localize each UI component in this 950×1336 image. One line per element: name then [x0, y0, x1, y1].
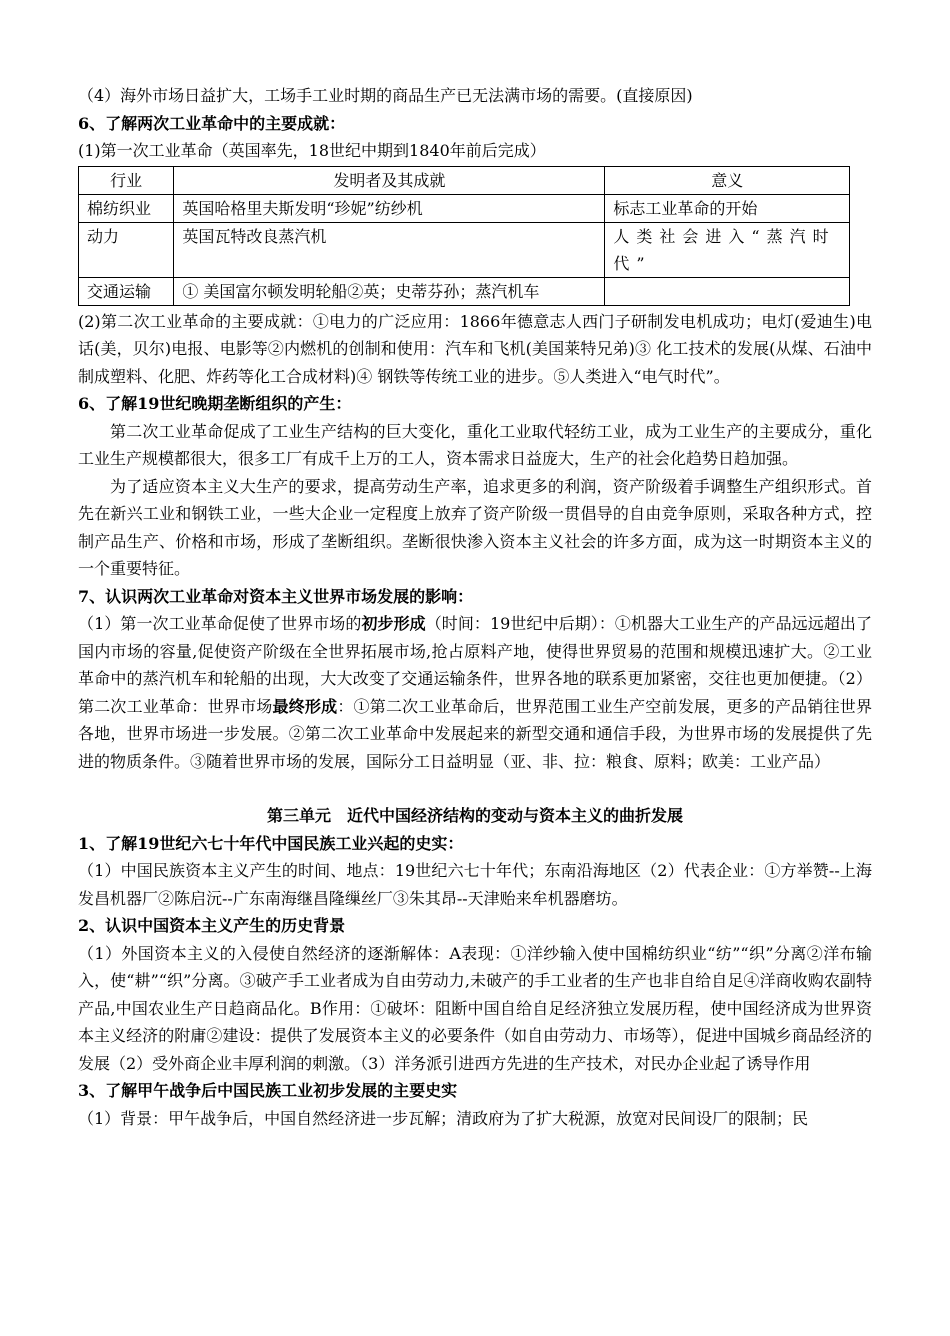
- table-cell: 人类社会进入“蒸汽时代”: [605, 222, 850, 277]
- table-header-cell: 意义: [605, 166, 850, 194]
- inventions-table: [78, 166, 850, 306]
- table-row: [79, 277, 850, 305]
- document-page: [78, 82, 872, 1132]
- paragraph: [78, 610, 872, 775]
- paragraph: （1）中国民族资本主义产生的时间、地点：19世纪六七十年代；东南沿海地区（2）代表企业：①方举赞--上海发昌机器厂②陈启沅--广东南海继昌隆缫丝厂③朱其昂--天津贻来牟机器磨坊。: [78, 861, 872, 908]
- paragraph: 为了适应资本主义大生产的要求，提高劳动生产率，追求更多的利润，资产阶级着手调整生产组织形式。首先在新兴工业和钢铁工业，一些大企业一定程度上放弃了资产阶级一贯倡导的自由竞争原则，采取各种方式，控制产品生产、价格和市场，形成了垄断组织。垄断很快渗入资本主义社会的许多方面，成为这一时期资本主义的一个重要特征。: [78, 476, 872, 578]
- table-cell: ① 美国富尔顿发明轮船②英；史蒂芬孙；蒸汽机车: [174, 277, 605, 305]
- section-heading: 7、认识两次工业革命对资本主义世界市场发展的影响：: [78, 586, 474, 606]
- bold-term: 初步形成: [361, 614, 426, 633]
- text-span: （1）第一次工业革命促使了世界市场的: [78, 614, 362, 633]
- table-cell: 交通运输: [79, 277, 174, 305]
- text-line: (1)第一次工业革命（英国率先，18世纪中期到1840年前后完成）: [78, 141, 546, 160]
- paragraph: (2)第二次工业革命的主要成就：①电力的广泛应用：1866年德意志人西门子研制发电机成功；电灯(爱迪生)电话(美，贝尔)电报、电影等②内燃机的创制和使用：汽车和飞机(美国莱特兄弟)③ 化工技术的发展(从煤、石油中制成塑料、化肥、炸药等化工合成材料)④ 钢铁等传统工业的进步。⑤人类进入“电气时代”。: [78, 311, 872, 386]
- text-span: ：①第二次工业革命后，世界范围工业生产空前发展，更多的产品销往世界各地，世界市场进一步发展。②第二次工业革命中发展起来的新型交通和通信手段，为世界市场的发展提供了先进的物质条件。③随着世界市场的发展，国际分工日益明显（亚、非、拉：粮食、原料；欧美：工业产品）: [78, 696, 872, 771]
- table-row: [79, 194, 850, 222]
- paragraph: （1）背景：甲午战争后，中国自然经济进一步瓦解；清政府为了扩大税源，放宽对民间设厂的限制；民: [78, 1108, 809, 1128]
- table-cell: 英国瓦特改良蒸汽机: [174, 222, 605, 277]
- paragraph: （1）外国资本主义的入侵使自然经济的逐渐解体：A表现：①洋纱输入使中国棉纺织业“纺”“织”分离②洋布输入，使“耕”“织”分离。③破产手工业者成为自由劳动力,未破产的手工业者的生产也非自给自足④洋商收购农副特产品,中国农业生产日趋商品化。B作用：①破坏：阻断中国自给自足经济独立发展历程，使中国经济成为世界资本主义经济的附庸②建设：提供了发展资本主义的必要条件（如自由劳动力、市场等），促进中国城乡商品经济的发展（2）受外商企业丰厚利润的刺激。（3）洋务派引进西方先进的生产技术，对民办企业起了诱导作用: [78, 943, 872, 1073]
- text-line: （4）海外市场日益扩大，工场手工业时期的商品生产已无法满市场的需要。(直接原因): [78, 86, 693, 105]
- table-cell: 标志工业革命的开始: [605, 194, 850, 222]
- unit-title: 第三单元 近代中国经济结构的变动与资本主义的曲折发展: [266, 806, 683, 825]
- section-heading: 3、了解甲午战争后中国民族工业初步发展的主要史实: [78, 1081, 458, 1100]
- section-heading: 6、了解19世纪晚期垄断组织的产生：: [78, 394, 352, 413]
- paragraph: 第二次工业革命促成了工业生产结构的巨大变化，重化工业取代轻纺工业，成为工业生产的主要成分，重化工业生产规模都很大，很多工厂有成千上万的工人，资本需求日益庞大，生产的社会化趋势日趋加强。: [78, 421, 872, 468]
- table-header-cell: 行业: [79, 166, 174, 194]
- table-header-cell: 发明者及其成就: [174, 166, 605, 194]
- section-heading: 6、了解两次工业革命中的主要成就：: [78, 113, 346, 133]
- table-cell: 动力: [79, 222, 174, 277]
- section-heading: 1、了解19世纪六七十年代中国民族工业兴起的史实：: [78, 833, 464, 853]
- bold-term: 最终形成: [272, 696, 338, 716]
- section-heading: 2、认识中国资本主义产生的历史背景: [78, 916, 346, 935]
- text-span: （时间：19世纪中后期）：①机器大工业生产的产品远远超出了国内市场的容量,促使资产阶级在全世界拓展市场,抢占原料产地，使得世界贸易的范围和规模迅速扩大。②工业革命中的蒸汽机车和轮船的出现，大大改变了交通运输条件，世界各地的联系更加紧密，交往也更加便捷。（2）第二次工业革命：世界市场: [78, 614, 872, 716]
- table-header-row: [79, 166, 850, 194]
- table-cell: 英国哈格里夫斯发明“珍妮”纺纱机: [174, 194, 605, 222]
- table-cell: [605, 277, 850, 305]
- table-row: [79, 222, 850, 277]
- table-cell: 棉纺织业: [79, 194, 174, 222]
